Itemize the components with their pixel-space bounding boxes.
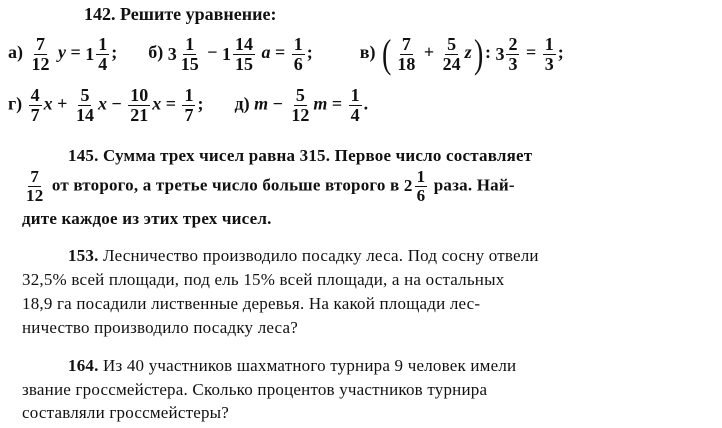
problem-164-line-1: [68, 356, 516, 376]
eq-d-label: д): [234, 93, 250, 114]
eq-b-label: б): [148, 42, 164, 63]
fraction: $\frac{1}{3}$: [544, 33, 554, 74]
problem-title: Решите уравнение:: [120, 4, 277, 24]
equations-row-1: а) $\frac{7}{12}$ y = 1 $\frac{1}{4}$ ; б) 3 $\frac{1}{15}$ − 1 $\frac{14}{15}$ a = $\frac{1}{6}$ ; в) ( $\frac{7}{18}$ + $\frac{5}{24}$ z) : 3 $\frac{2}{3}$ = $\frac{1}{3}$ ;: [8, 31, 564, 76]
fraction: $\frac{4}{7}$: [30, 85, 40, 125]
fraction: $\frac{5}{12}$: [291, 85, 310, 125]
fraction: $\frac{1}{7}$: [184, 85, 194, 125]
colon-sign: :: [484, 42, 491, 63]
problem-153-line-4: [22, 318, 298, 338]
equals-sign: =: [525, 42, 537, 63]
problem-number: 164.: [68, 356, 99, 375]
problem-number: 153.: [68, 246, 99, 265]
problem-text: 18,9 га посадили лиственные деревья. На какой площади лес-: [22, 294, 481, 313]
variable: m: [254, 93, 269, 114]
variable: a: [261, 42, 271, 63]
problem-145-line-2: [22, 168, 515, 205]
variable: y: [58, 42, 66, 63]
variable: x: [97, 93, 107, 114]
problem-text: 32,5% всей площади, под ель 15% всей площади, а на остальных: [22, 270, 505, 289]
fraction: $\frac{7}{18}$: [397, 33, 416, 74]
mixed-number: 2 $\frac{1}{6}$: [403, 167, 426, 205]
variable: z: [464, 42, 472, 63]
problem-text: Лесничество производило посадку леса. Под сосну отвели: [103, 246, 539, 265]
equals-sign: =: [275, 42, 286, 63]
minus-sign: −: [272, 93, 283, 114]
variable: x: [43, 93, 53, 114]
fraction: $\frac{5}{14}$: [75, 85, 94, 125]
problem-text: дите каждое из этих трех чисел.: [22, 209, 272, 228]
plus-sign: +: [57, 93, 68, 114]
problem-142-header: [84, 4, 276, 25]
problem-153-line-2: [22, 270, 504, 290]
problem-text: раза. Най-: [433, 175, 515, 195]
mixed-number: 3 $\frac{2}{3}$: [495, 33, 518, 74]
right-paren: ): [473, 31, 483, 76]
eq-a-label: а): [8, 42, 23, 63]
fraction: $\frac{7}{12}$: [31, 33, 50, 74]
problem-153-line-3: [22, 294, 480, 314]
eq-g-label: г): [8, 93, 23, 114]
problem-164-line-3: [22, 403, 229, 423]
equals-sign: =: [331, 93, 343, 114]
problem-text: ничество производило посадку леса?: [22, 318, 298, 337]
eq-v-label: в): [359, 42, 376, 63]
minus-sign: −: [207, 42, 218, 63]
problem-145-line-3: [22, 209, 272, 229]
fraction: $\frac{10}{21}$: [130, 85, 149, 125]
left-paren: (: [382, 31, 392, 76]
problem-text: Сумма трех чисел равна 315. Первое число составляет: [103, 146, 533, 165]
problem-text: Из 40 участников шахматного турнира 9 человек имели: [103, 356, 517, 375]
problem-text: составляли гроссмейстеры?: [22, 403, 230, 422]
minus-sign: −: [111, 93, 122, 114]
variable: m: [313, 93, 328, 114]
problem-text: от второго, а третье число больше второго в: [51, 175, 400, 195]
fraction: $\frac{7}{12}$: [26, 167, 44, 205]
problem-153-line-1: [68, 246, 539, 266]
fraction: $\frac{1}{4}$: [350, 85, 360, 125]
problem-164-line-2: [22, 380, 487, 400]
mixed-number: 1 $\frac{1}{4}$: [85, 33, 108, 74]
equations-row-2: г) $\frac{4}{7}$ x + $\frac{5}{14}$ x − $\frac{10}{21}$ x = $\frac{1}{7}$ ; д) m − $\frac{5}{12}$ m = $\frac{1}{4}$ .: [8, 85, 369, 125]
equals-sign: =: [70, 42, 81, 63]
problem-number: 145.: [68, 146, 99, 165]
mixed-number: 3 $\frac{1}{15}$: [167, 33, 199, 74]
mixed-number: 1 $\frac{14}{15}$: [222, 33, 254, 74]
problem-145-line-1: [68, 146, 532, 166]
problem-number: 142.: [84, 4, 116, 24]
equals-sign: =: [165, 93, 176, 114]
problem-text: звание гроссмейстера. Сколько процентов участников турнира: [22, 380, 488, 399]
plus-sign: +: [423, 42, 435, 63]
fraction: $\frac{1}{6}$: [293, 33, 303, 74]
variable: x: [152, 93, 162, 114]
fraction: $\frac{5}{24}$: [442, 33, 461, 74]
